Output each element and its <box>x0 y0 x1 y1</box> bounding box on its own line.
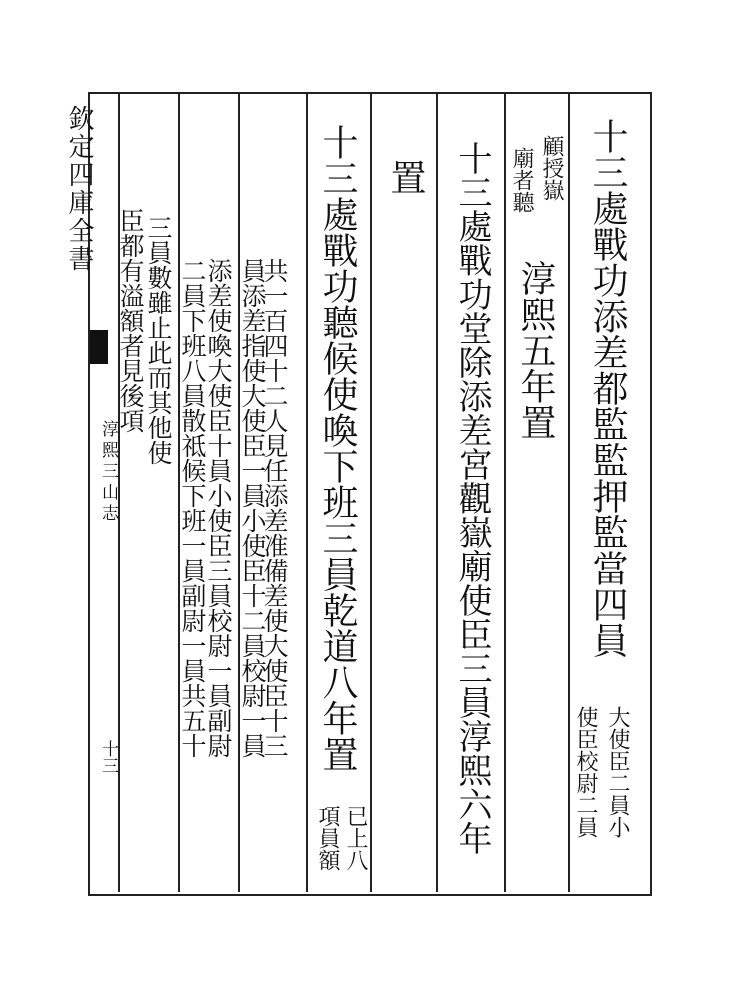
text-column-7 <box>240 128 270 888</box>
note-text: 已上八 <box>343 804 368 871</box>
note-text: 顧授嶽 <box>539 135 564 201</box>
note-text: 廟者聽 <box>509 147 534 213</box>
text-column-1-note-left <box>572 672 600 872</box>
column-text: 十三處戰功聽候使喚下班三員乾道八年置 <box>317 124 358 772</box>
text-column-2-note-left <box>508 130 536 230</box>
margin-title <box>64 105 94 273</box>
text-column-2-note-right <box>538 118 566 218</box>
margin-page-number-text: 十三 <box>98 740 118 774</box>
column-text: 添差使喚大使臣十員小使臣三員校尉一員副尉 <box>204 258 233 758</box>
text-column-9 <box>180 128 210 888</box>
column-rule <box>504 92 506 892</box>
text-column-1-note-right <box>604 672 632 872</box>
column-text: 淳熙五年置 <box>515 260 556 440</box>
margin-book-name-text: 淳熙三山志 <box>98 420 118 525</box>
note-text: 使臣校尉二員 <box>573 706 598 838</box>
text-column-5-note-right <box>342 790 370 885</box>
fish-tail-mark <box>90 330 108 364</box>
text-column-5-note-left <box>314 790 342 885</box>
text-column-5 <box>318 108 358 788</box>
text-column-4 <box>386 152 426 202</box>
column-rule <box>306 92 308 892</box>
text-column-10 <box>146 150 176 530</box>
column-text: 十三處戰功添差都監監押監當四員 <box>587 118 628 658</box>
text-column-3 <box>452 108 492 888</box>
column-text: 三員數雖止此而其他使 <box>144 215 173 465</box>
note-text: 項員額 <box>315 804 340 871</box>
text-column-1 <box>588 108 628 668</box>
text-column-8 <box>206 128 236 888</box>
column-text: 臣都有溢額者見後項 <box>116 207 145 433</box>
column-rule <box>370 92 372 892</box>
column-text: 員添差指使大使臣一員小使臣十二員校尉一員 <box>238 258 267 758</box>
column-text: 置 <box>385 159 426 195</box>
column-rule <box>568 92 570 892</box>
column-rule <box>436 92 438 892</box>
note-text: 大使臣二員小 <box>605 706 630 838</box>
column-text: 共一百四十二人見任添差准備差使大使臣十三 <box>260 258 289 758</box>
text-column-11 <box>118 150 148 490</box>
margin-title-text: 欽定四庫全書 <box>64 105 94 273</box>
margin-page-number <box>96 740 121 774</box>
column-text: 十三處戰功堂除添差宮觀嶽廟使臣三員淳熙六年 <box>452 141 492 855</box>
text-column-2 <box>516 240 556 460</box>
column-text: 二員下班八員散祗候下班一員副尉一員共五十 <box>178 258 207 758</box>
